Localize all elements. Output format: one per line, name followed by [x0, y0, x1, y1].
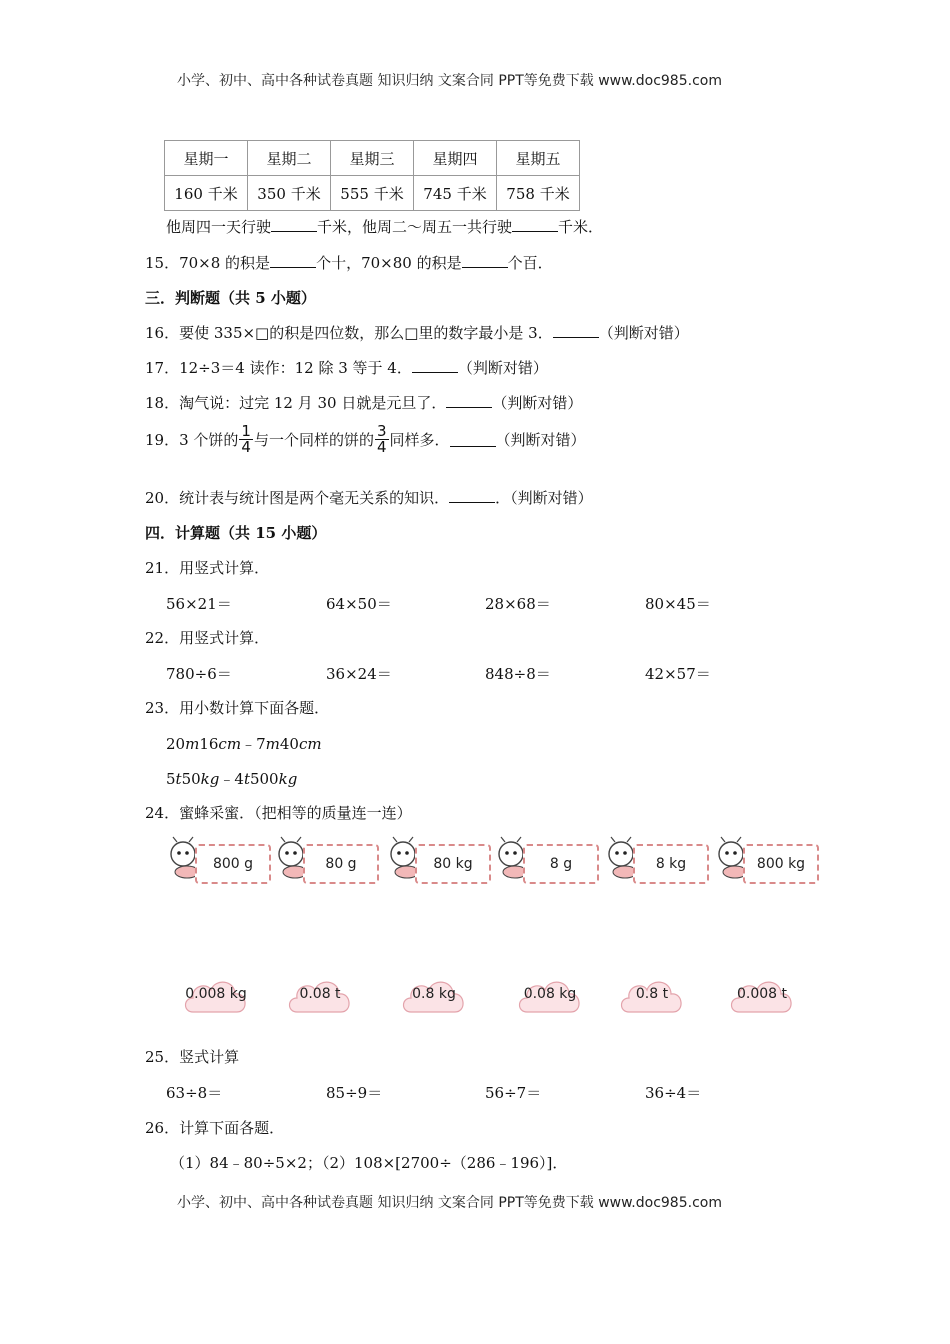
q20-text: 20．统计表与统计图是两个毫无关系的知识．: [145, 489, 450, 507]
bee-weight-label: 8 kg: [633, 844, 709, 884]
calc-item: 780÷6＝: [166, 665, 232, 683]
answer-blank[interactable]: [412, 358, 458, 373]
cloud-card[interactable]: [513, 972, 587, 1024]
q16-text: 16．要使 335×□的积是四位数，那么□里的数字最小是 3．: [145, 324, 553, 342]
calc-item: 56÷7＝: [485, 1084, 542, 1102]
number: 16: [199, 735, 219, 753]
bee-card[interactable]: [493, 836, 598, 884]
table-cell: 555 千米: [331, 176, 414, 211]
calc-item: 848÷8＝: [485, 665, 551, 683]
unit: t: [243, 770, 250, 788]
mileage-table: [164, 140, 580, 211]
answer-blank[interactable]: [462, 253, 508, 268]
table-header-cell: 星期三: [331, 141, 414, 176]
answer-blank[interactable]: [512, 217, 558, 232]
answer-blank[interactable]: [553, 323, 599, 338]
cloud-weight-label: 0.08 t: [299, 986, 341, 1002]
q15-text-c: 个百．: [507, 254, 553, 272]
bee-weight-label: 800 g: [195, 844, 271, 884]
unit: kg: [200, 770, 220, 788]
page-footer: 小学、初中、高中各种试卷真题 知识归纳 文案合同 PPT等免费下载 www.doc985.com: [177, 1195, 722, 1211]
question-23-title: 23．用小数计算下面各题．: [145, 699, 330, 717]
cloud-weight-label: 0.8 kg: [412, 986, 456, 1002]
answer-blank[interactable]: [271, 217, 317, 232]
question-21-title: 21．用竖式计算．: [145, 559, 270, 577]
table-cell: 350 千米: [248, 176, 331, 211]
calc-item: 36×24＝: [326, 665, 392, 683]
calc-item: 36÷4＝: [645, 1084, 702, 1102]
question-24-title: 24．蜜蜂采蜜．（把相等的质量连一连）: [145, 804, 412, 822]
unit: cm: [298, 735, 322, 753]
cloud-weight-label: 0.08 kg: [523, 986, 577, 1002]
section-3-title: 三．判断题（共 5 小题）: [145, 289, 316, 307]
table-header-cell: 星期一: [165, 141, 248, 176]
bee-card[interactable]: [385, 836, 490, 884]
question-14-tail: [166, 216, 603, 237]
bee-card[interactable]: [713, 836, 818, 884]
q19-text-a: 19．3 个饼的: [145, 431, 239, 449]
question-20: [145, 487, 593, 508]
minus-sign: ﹣: [241, 735, 257, 753]
number: 50: [181, 770, 201, 788]
unit: t: [175, 770, 182, 788]
table-header-cell: 星期二: [248, 141, 331, 176]
question-22-title: 22．用竖式计算．: [145, 629, 270, 647]
section-4-title: 四．计算题（共 15 小题）: [145, 524, 327, 542]
answer-blank[interactable]: [450, 432, 496, 447]
q26-expressions: （1）84﹣80÷5×2；（2）108×[2700÷（286﹣196）]．: [170, 1154, 568, 1172]
table-cell: 160 千米: [165, 176, 248, 211]
q19-text-b: 与一个同样的饼的: [253, 431, 374, 449]
cloud-card[interactable]: [179, 972, 253, 1024]
page-header: 小学、初中、高中各种试卷真题 知识归纳 文案合同 PPT等免费下载 www.doc985.com: [177, 73, 722, 89]
calc-item: 42×57＝: [645, 665, 711, 683]
calc-item: 85÷9＝: [326, 1084, 383, 1102]
cloud-card[interactable]: [615, 972, 689, 1024]
fraction-denominator: 4: [376, 438, 387, 456]
q23-expression-1: [166, 733, 322, 754]
cloud-card[interactable]: [283, 972, 357, 1024]
number: 5: [166, 770, 176, 788]
question-26-title: 26．计算下面各题．: [145, 1119, 285, 1137]
unit: cm: [218, 735, 242, 753]
bee-weight-label: 800 kg: [743, 844, 819, 884]
calc-item: 63÷8＝: [166, 1084, 223, 1102]
number: 20: [166, 735, 186, 753]
calc-item: 28×68＝: [485, 595, 551, 613]
bee-matching-figure: [165, 832, 805, 1028]
bee-card[interactable]: [603, 836, 708, 884]
answer-blank[interactable]: [446, 393, 492, 408]
q15-text-b: 个十，70×80 的积是: [316, 254, 462, 272]
fraction-three-quarters: [375, 424, 389, 455]
fraction-numerator: 1: [241, 422, 251, 440]
q15-text-a: 15．70×8 的积是: [145, 254, 271, 272]
q14-text-b: 千米，他周二～周五一共行驶: [317, 218, 513, 236]
q19-hint: （判断对错）: [495, 431, 586, 449]
q16-hint: （判断对错）: [598, 324, 689, 342]
number: 4: [234, 770, 244, 788]
table-header-row: [165, 141, 580, 176]
question-15: [145, 252, 553, 273]
bee-weight-label: 80 g: [303, 844, 379, 884]
question-19: [145, 424, 586, 455]
q14-text-a: 他周四一天行驶: [166, 218, 272, 236]
fraction-one-quarter: [239, 424, 253, 455]
q18-hint: （判断对错）: [492, 394, 583, 412]
q20-hint: ．（判断对错）: [495, 489, 593, 507]
q17-hint: （判断对错）: [457, 359, 548, 377]
bee-card[interactable]: [273, 836, 378, 884]
unit: m: [185, 735, 200, 753]
q18-text: 18．淘气说：过完 12 月 30 日就是元旦了．: [145, 394, 447, 412]
q17-text: 17．12÷3＝4 读作：12 除 3 等于 4．: [145, 359, 412, 377]
table-cell: 758 千米: [497, 176, 580, 211]
bee-weight-label: 80 kg: [415, 844, 491, 884]
question-25-title: 25．竖式计算: [145, 1048, 240, 1066]
cloud-weight-label: 0.008 kg: [185, 986, 247, 1002]
fraction-denominator: 4: [241, 438, 251, 456]
table-row: [165, 176, 580, 211]
unit: kg: [278, 770, 298, 788]
calc-item: 64×50＝: [326, 595, 392, 613]
bee-card[interactable]: [165, 836, 270, 884]
cloud-card[interactable]: [397, 972, 471, 1024]
fraction-numerator: 3: [376, 422, 387, 440]
answer-blank[interactable]: [449, 488, 495, 503]
bee-weight-label: 8 g: [523, 844, 599, 884]
number: 40: [279, 735, 299, 753]
q14-text-c: 千米．: [558, 218, 604, 236]
unit: m: [265, 735, 280, 753]
cloud-weight-label: 0.008 t: [736, 986, 788, 1002]
question-18: [145, 392, 582, 413]
calc-item: 80×45＝: [645, 595, 711, 613]
table-header-cell: 星期五: [497, 141, 580, 176]
number: 500: [249, 770, 279, 788]
calc-item: 56×21＝: [166, 595, 232, 613]
table-header-cell: 星期四: [414, 141, 497, 176]
cloud-card[interactable]: [725, 972, 799, 1024]
question-16: [145, 322, 689, 343]
table-cell: 745 千米: [414, 176, 497, 211]
q19-text-c: 同样多．: [389, 431, 450, 449]
minus-sign: ﹣: [219, 770, 235, 788]
number: 7: [256, 735, 266, 753]
answer-blank[interactable]: [270, 253, 316, 268]
question-17: [145, 357, 548, 378]
cloud-weight-label: 0.8 t: [635, 986, 669, 1002]
q23-expression-2: [166, 768, 297, 789]
